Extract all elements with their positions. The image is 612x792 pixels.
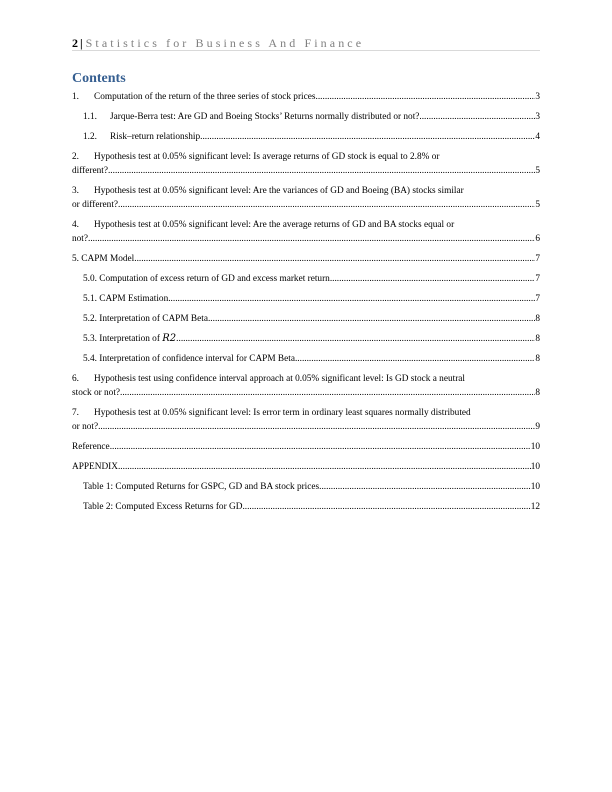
- toc-page-number: 5: [535, 200, 540, 210]
- toc-leader: [118, 460, 531, 474]
- toc-entry-number: 7.: [72, 408, 79, 418]
- toc-entry-number: 2.: [72, 152, 79, 162]
- toc-entry-text: Table 2: Computed Excess Returns for GD: [83, 502, 243, 512]
- toc-entry-text-cont: or different?: [72, 200, 119, 210]
- header-page-number: 2: [72, 36, 78, 50]
- toc-entry-number: 6.: [72, 374, 79, 384]
- toc-entry-text: 5.1. CAPM Estimation: [83, 294, 169, 304]
- toc-entry-table-1[interactable]: [72, 480, 540, 494]
- toc-entry-text: Hypothesis test at 0.05% significant level: Are the average returns of GD and BA stocks equal or: [94, 220, 455, 230]
- contents-heading: Contents: [72, 71, 126, 86]
- toc-entry-text: Hypothesis test at 0.05% significant level: Is error term in ordinary least squares normally distributed: [94, 408, 471, 418]
- toc-entry-text: 5.2. Interpretation of CAPM Beta: [83, 314, 208, 324]
- toc-entry-text: Risk–return relationship: [110, 132, 201, 142]
- toc-entry-5[interactable]: [72, 252, 540, 266]
- toc-page-number: 3: [535, 112, 540, 122]
- toc-entry-table-2[interactable]: [72, 500, 540, 514]
- toc-entry-5-2[interactable]: [72, 312, 540, 326]
- toc-entry-text-cont: not?: [72, 234, 89, 244]
- toc-page-number: 7: [535, 294, 540, 304]
- toc-entry-number: 1.: [72, 92, 79, 102]
- toc-page-number: 4: [535, 132, 540, 142]
- toc-entry-5-1[interactable]: [72, 292, 540, 306]
- toc-page-number: 12: [530, 502, 540, 512]
- toc-leader: [330, 272, 536, 286]
- toc-page-number: 3: [535, 92, 540, 102]
- toc-page-number: 10: [530, 442, 540, 452]
- toc-entry-text: 5.3. Interpretation of: [83, 334, 163, 344]
- toc-entry-text: 5.0. Computation of excess return of GD and excess market return: [83, 274, 330, 284]
- toc-entry-7[interactable]: [72, 406, 540, 434]
- toc-entry-5-3[interactable]: [72, 332, 540, 346]
- toc-leader: [316, 90, 536, 104]
- r-squared-symbol: R2: [162, 333, 177, 344]
- toc-page-number: 7: [535, 274, 540, 284]
- toc-entry-text-cont: stock or not?: [72, 388, 121, 398]
- toc-entry-appendix[interactable]: [72, 460, 540, 474]
- toc-page-number: 8: [535, 354, 540, 364]
- toc-entry-number: 1.1.: [83, 112, 97, 122]
- toc-entry-text: 5. CAPM Model: [72, 254, 135, 264]
- toc-entry-5-4[interactable]: [72, 352, 540, 366]
- toc-page-number: 9: [535, 422, 540, 432]
- toc-entry-number: 1.2.: [83, 132, 97, 142]
- toc-entry-text: Table 1: Computed Returns for GSPC, GD and BA stock prices: [83, 482, 320, 492]
- toc-leader: [110, 440, 531, 454]
- toc-leader: [295, 352, 535, 366]
- toc-page-number: 7: [535, 254, 540, 264]
- toc-leader: [88, 232, 535, 246]
- toc-entry-6[interactable]: [72, 372, 540, 400]
- toc-leader: [242, 500, 530, 514]
- toc-entry-number: 3.: [72, 186, 79, 196]
- toc-entry-3[interactable]: [72, 184, 540, 212]
- toc-page-number: 8: [535, 388, 540, 398]
- toc-entry-2[interactable]: [72, 150, 540, 178]
- toc-leader: [134, 252, 535, 266]
- toc-leader: [120, 386, 535, 400]
- toc-leader: [168, 292, 535, 306]
- toc-page-number: 5: [535, 166, 540, 176]
- toc-page-number: 10: [530, 482, 540, 492]
- toc-entry-text: Hypothesis test using confidence interval approach at 0.05% significant level: Is GD stock a neutral: [94, 374, 465, 384]
- toc-leader: [319, 480, 531, 494]
- toc-entry-text: Hypothesis test at 0.05% significant level: Is average returns of GD stock is equal to 2.8% or: [94, 152, 440, 162]
- header-title: Statistics for Business And Finance: [85, 36, 365, 50]
- toc-leader: [208, 312, 535, 326]
- toc-entry-1[interactable]: [72, 90, 540, 104]
- toc-entry-1-1[interactable]: [72, 110, 540, 124]
- toc-entry-text: Hypothesis test at 0.05% significant level: Are the variances of GD and Boeing (BA) stocks similar: [94, 186, 464, 196]
- toc-entry-4[interactable]: [72, 218, 540, 246]
- toc-leader: [200, 130, 535, 144]
- toc-entry-text-cont: or not?: [72, 422, 99, 432]
- toc-entry-text: 5.4. Interpretation of confidence interval for CAPM Beta: [83, 354, 295, 364]
- toc-page-number: 6: [535, 234, 540, 244]
- toc-entry-1-2[interactable]: [72, 130, 540, 144]
- toc-entry-text: Reference: [72, 442, 110, 452]
- toc-entry-5-0[interactable]: [72, 272, 540, 286]
- toc-entry-text: Computation of the return of the three series of stock prices: [94, 92, 316, 102]
- page-header: [72, 36, 540, 51]
- toc-page-number: 10: [530, 462, 540, 472]
- toc-leader: [108, 164, 535, 178]
- toc-entry-text-cont: different?: [72, 166, 108, 176]
- toc-entry-text: APPENDIX: [72, 462, 118, 472]
- toc-leader: [98, 420, 535, 434]
- toc-leader: [176, 332, 535, 346]
- toc-entry-number: 4.: [72, 220, 79, 230]
- toc-page-number: 8: [535, 314, 540, 324]
- toc-leader: [118, 198, 535, 212]
- toc-entry-reference[interactable]: [72, 440, 540, 454]
- toc-entry-text: Jarque-Berra test: Are GD and Boeing Stocks’ Returns normally distributed or not?: [110, 112, 420, 122]
- header-separator: |: [80, 36, 83, 50]
- toc-page-number: 8: [535, 334, 540, 344]
- toc-leader: [419, 110, 535, 124]
- table-of-contents: [72, 90, 540, 520]
